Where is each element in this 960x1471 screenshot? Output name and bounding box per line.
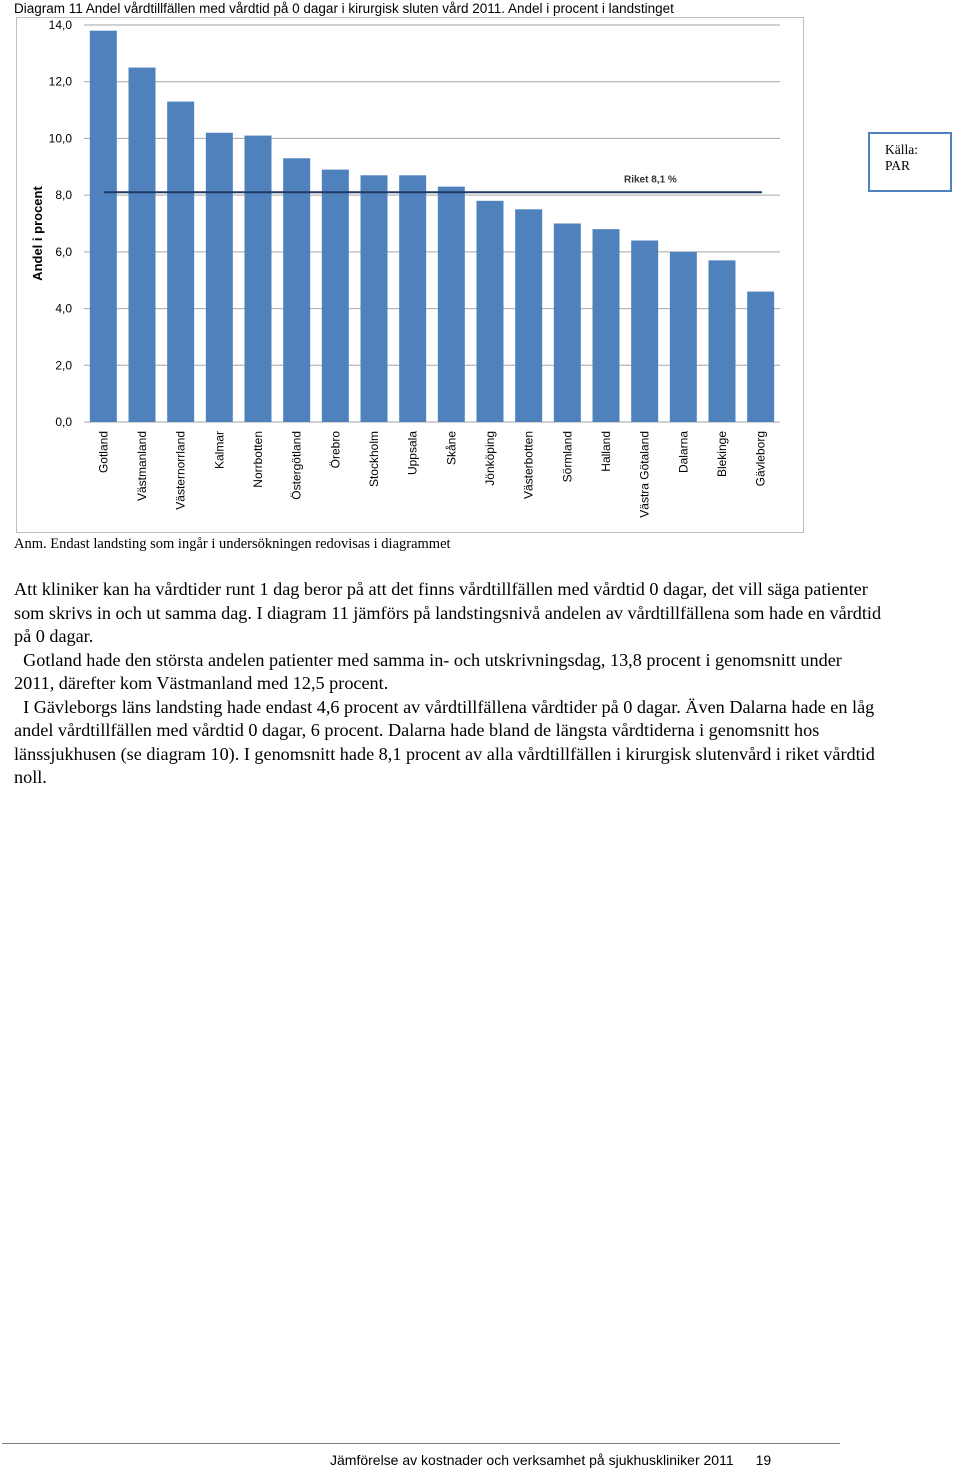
bar	[245, 136, 272, 422]
y-tick-label: 10,0	[48, 131, 72, 146]
bar-chart	[16, 17, 804, 533]
category-label: Dalarna	[676, 431, 691, 474]
source-value: PAR	[885, 158, 911, 173]
y-tick-label: 0,0	[55, 415, 72, 429]
bar	[593, 229, 620, 422]
y-tick-label: 2,0	[55, 358, 72, 373]
bar	[206, 133, 233, 422]
category-label: Gävleborg	[753, 431, 768, 487]
category-label: Jönköping	[483, 431, 497, 486]
bar	[399, 175, 426, 422]
bar	[709, 260, 736, 422]
category-label: Halland	[599, 431, 613, 472]
category-label: Västra Götaland	[637, 431, 652, 518]
bar	[283, 158, 310, 422]
bar	[129, 68, 156, 422]
bar	[631, 241, 658, 422]
page-footer	[330, 1452, 771, 1468]
bar	[90, 31, 117, 422]
y-tick-label: 4,0	[55, 301, 72, 316]
footer-divider	[2, 1443, 840, 1444]
category-label: Norrbotten	[251, 431, 265, 488]
source-box	[868, 132, 952, 192]
page-number: 19	[755, 1452, 772, 1468]
y-tick-label: 8,0	[55, 188, 72, 203]
category-label: Skåne	[444, 431, 459, 466]
bar	[438, 187, 465, 422]
category-label: Örebro	[328, 431, 343, 469]
y-tick-label: 6,0	[55, 244, 72, 259]
bar	[554, 224, 581, 423]
body-text	[14, 578, 884, 790]
category-label: Gotland	[96, 431, 111, 474]
category-label: Östergötland	[289, 431, 304, 500]
bar	[477, 201, 504, 422]
category-label: Västerbotten	[521, 431, 536, 500]
reference-line-label: Riket 8,1 %	[624, 174, 677, 186]
bar	[361, 175, 388, 422]
category-label: Sörmland	[560, 431, 575, 483]
paragraph: Att kliniker kan ha vårdtider runt 1 dag beror på att det finns vårdtillfällen med vårdtid 0 dagar, det vill säga patienter som skrivs in och ut samma dag. I diagram 11 jämförs på landstingsnivå andelen av vårdtillfällena som hade en vårdtid på 0 dagar.	[14, 579, 882, 646]
bar	[670, 252, 697, 422]
source-label: Källa:	[885, 142, 918, 157]
y-tick-label: 14,0	[48, 18, 72, 32]
bar	[167, 102, 194, 422]
bar	[747, 292, 774, 422]
bar	[322, 170, 349, 422]
category-label: Västernorrland	[173, 431, 188, 510]
y-axis-label: Andel i procent	[30, 186, 45, 281]
paragraph: I Gävleborgs läns landsting hade endast 4,6 procent av vårdtillfällena vårdtider på 0 dagar. Även Dalarna hade en låg andel vårdtillfällen med vårdtid 0 dagar, 6 procent. Dalarna hade bland de längsta vårdtiderna i genomsnitt hos länssjukhusen (se diagram 10). I genomsnitt hade 8,1 procent av alla vårdtillfällen i kirurgisk slutenvård i riket vårdtid noll.	[14, 696, 880, 787]
paragraph: Gotland hade den största andelen patienter med samma in- och utskrivningsdag, 13,8 procent i genomsnitt under 2011, därefter kom Västmanland med 12,5 procent.	[14, 649, 847, 693]
diagram-title: Diagram 11 Andel vårdtillfällen med vårdtid på 0 dagar i kirurgisk sluten vård 2011. Andel i procent i landstinget	[14, 1, 674, 16]
bar	[515, 209, 542, 422]
category-label: Västmanland	[135, 431, 149, 502]
category-label: Blekinge	[715, 431, 729, 478]
y-tick-label: 12,0	[48, 74, 72, 89]
chart-note: Anm. Endast landsting som ingår i undersökningen redovisas i diagrammet	[14, 536, 451, 552]
category-label: Stockholm	[367, 431, 381, 488]
footer-text: Jämförelse av kostnader och verksamhet på sjukhuskliniker 2011	[330, 1452, 734, 1468]
category-label: Uppsala	[405, 431, 420, 476]
category-label: Kalmar	[212, 431, 227, 470]
